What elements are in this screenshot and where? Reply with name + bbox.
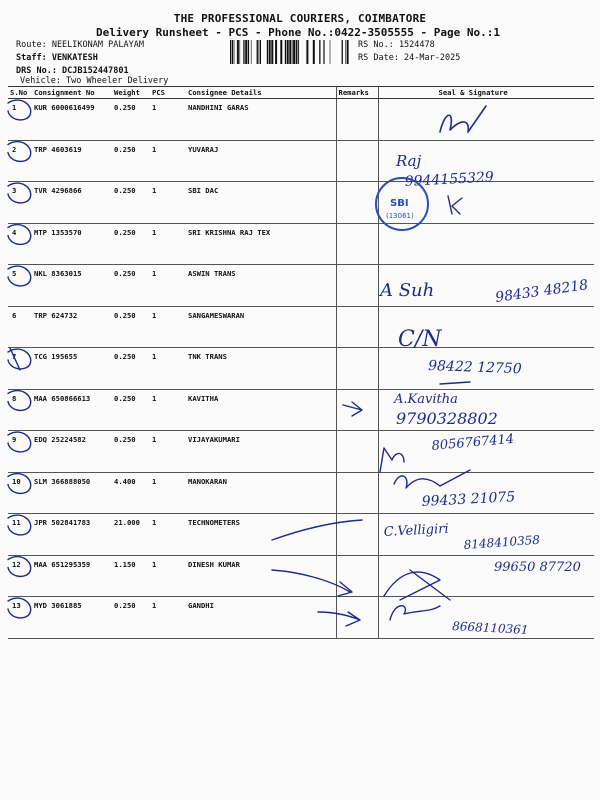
cell-weight: 0.250 (112, 597, 150, 639)
phone-row11: 8148410358 (463, 532, 541, 552)
col-consignment: Consignment No (32, 87, 112, 99)
cell-consignee: SRI KRISHNA RAJ TEX (180, 223, 336, 265)
cell-pcs: 1 (150, 348, 180, 390)
cell-pcs: 1 (150, 140, 180, 182)
cell-consignee: KAVITHA (180, 389, 336, 431)
col-consignee: Consignee Details (180, 87, 336, 99)
sno-circle-mark (8, 142, 31, 162)
sno-circle-mark (8, 515, 31, 535)
signature-row10 (394, 470, 470, 488)
sno-circle-mark (8, 266, 31, 286)
cell-pcs: 1 (150, 182, 180, 224)
signature-row1 (440, 106, 486, 132)
cell-consignment: MTP 1353570 (32, 223, 112, 265)
signature-row11: C.Velligiri (383, 521, 449, 540)
sno-circle-mark (8, 474, 31, 494)
cell-consignee: SANGAMESWARAN (180, 306, 336, 348)
signature-row8: A.Kavitha (394, 392, 458, 407)
cell-sno: 12 (8, 555, 32, 597)
cell-consignee: TECHNOMETERS (180, 514, 336, 556)
cell-weight: 0.250 (112, 348, 150, 390)
cell-sno: 9 (8, 431, 32, 473)
cell-weight: 1.150 (112, 555, 150, 597)
stamp-code-text: (13061) (386, 212, 414, 220)
cell-weight: 0.250 (112, 140, 150, 182)
cell-pcs: 1 (150, 431, 180, 473)
cell-consignment: TVR 4296866 (32, 182, 112, 224)
cell-sno: 1 (8, 99, 32, 141)
sno-circle-mark (8, 225, 31, 245)
signature-row5: A Suh (380, 280, 435, 301)
arrow-row13 (318, 612, 360, 626)
cell-pcs: 1 (150, 389, 180, 431)
cell-consignment: TRP 4603619 (32, 140, 112, 182)
cell-sno: 5 (8, 265, 32, 307)
cell-sno: 4 (8, 223, 32, 265)
cell-sno: 2 (8, 140, 32, 182)
cell-consignee: VIJAYAKUMARI (180, 431, 336, 473)
col-weight: Weight (112, 87, 150, 99)
phone-row12: 99650 87720 (494, 560, 581, 575)
rs-date: RS Date: 24-Mar-2025 (358, 53, 461, 63)
cell-consignment: TRP 624732 (32, 306, 112, 348)
cell-consignment: MAA 650866613 (32, 389, 112, 431)
cell-weight: 0.250 (112, 431, 150, 473)
cell-consignment: MAA 651295359 (32, 555, 112, 597)
cell-sno: 11 (8, 514, 32, 556)
cell-sno: 8 (8, 389, 32, 431)
cell-pcs: 1 (150, 514, 180, 556)
cell-pcs: 1 (150, 265, 180, 307)
cell-weight: 0.250 (112, 265, 150, 307)
sno-circle-mark (8, 557, 31, 577)
cell-consignee: DINESH KUMAR (180, 555, 336, 597)
staff-label: Staff: VENKATESH (16, 53, 98, 63)
mark-row6: C/N (398, 327, 442, 352)
cell-consignment: TCG 195655 (32, 348, 112, 390)
cell-consignee: SBI DAC (180, 182, 336, 224)
vehicle-label: Vehicle: Two Wheeler Delivery (20, 76, 169, 86)
cell-pcs: 1 (150, 99, 180, 141)
phone-row13: 8668110361 (451, 619, 529, 637)
sbi-stamp (376, 178, 428, 230)
cell-weight: 0.250 (112, 99, 150, 141)
phone-row10: 99433 21075 (421, 489, 516, 510)
cell-consignee: GANDHI (180, 597, 336, 639)
sno-circle-mark (8, 100, 31, 120)
cell-weight: 0.250 (112, 223, 150, 265)
signature-row3 (448, 196, 462, 214)
cell-consignment: JPR 502841783 (32, 514, 112, 556)
cell-consignment: SLM 366888050 (32, 472, 112, 514)
signature-row2: Raj (396, 152, 422, 170)
signature-row13 (390, 606, 440, 620)
company-title: THE PROFESSIONAL COURIERS, COIMBATORE (173, 12, 427, 25)
sno-circle-mark (8, 391, 31, 411)
stamp-sbi-text: SBI (390, 198, 409, 209)
route-label: Route: NEELIKONAM PALAYAM (16, 40, 144, 50)
cell-pcs: 1 (150, 597, 180, 639)
col-sno: S.No (8, 87, 32, 99)
cell-pcs: 1 (150, 306, 180, 348)
sno-circle-mark (8, 598, 31, 618)
cell-weight: 21.000 (112, 514, 150, 556)
signature-row12 (384, 570, 450, 600)
cell-consignee: TNK TRANS (180, 348, 336, 390)
sno-circle-mark (8, 183, 31, 203)
cell-weight: 0.250 (112, 182, 150, 224)
phone-row5: 98433 48218 (494, 277, 590, 306)
signature-row9 (380, 448, 404, 472)
cell-consignment: EDQ 25224582 (32, 431, 112, 473)
cell-pcs: 1 (150, 223, 180, 265)
cell-pcs: 1 (150, 555, 180, 597)
cell-consignment: KUR 6000616499 (32, 99, 112, 141)
arrow-row12 (272, 570, 352, 596)
phone-row9: 8056767414 (431, 431, 515, 454)
rs-number: RS No.: 1524478 (358, 40, 435, 50)
cell-weight: 4.400 (112, 472, 150, 514)
cell-weight: 0.250 (112, 389, 150, 431)
cell-consignee: NANDHINI GARAS (180, 99, 336, 141)
cell-consignee: ASWIN TRANS (180, 265, 336, 307)
phone-row7: 98422 12750 (427, 358, 522, 378)
cell-consignment: MYD 3061885 (32, 597, 112, 639)
col-pcs: PCS (150, 87, 180, 99)
cell-consignment: NKL 8363015 (32, 265, 112, 307)
cell-pcs: 1 (150, 472, 180, 514)
cell-sno: 10 (8, 472, 32, 514)
cell-sno: 3 (8, 182, 32, 224)
arrow-row11 (272, 520, 362, 540)
sno-circle-mark (8, 432, 31, 452)
runsheet-subtitle: Delivery Runsheet - PCS - Phone No.:0422-3505555 - Page No.:1 (96, 26, 500, 39)
cell-sno: 7 (8, 348, 32, 390)
cell-weight: 0.250 (112, 306, 150, 348)
cell-sno: 13 (8, 597, 32, 639)
phone-row2: 9944155329 (404, 169, 495, 190)
phone-row8: 9790328802 (396, 409, 498, 428)
col-seal: Seal & Signature (378, 87, 594, 99)
cell-consignee: MANOKARAN (180, 472, 336, 514)
col-remarks: Remarks (336, 87, 378, 99)
underline-row7 (440, 382, 470, 384)
cell-consignee: YUVARAJ (180, 140, 336, 182)
drs-number: DRS No.: DCJB152447801 (16, 66, 129, 76)
arrow-row8 (343, 402, 362, 416)
cell-sno: 6 (8, 306, 32, 348)
